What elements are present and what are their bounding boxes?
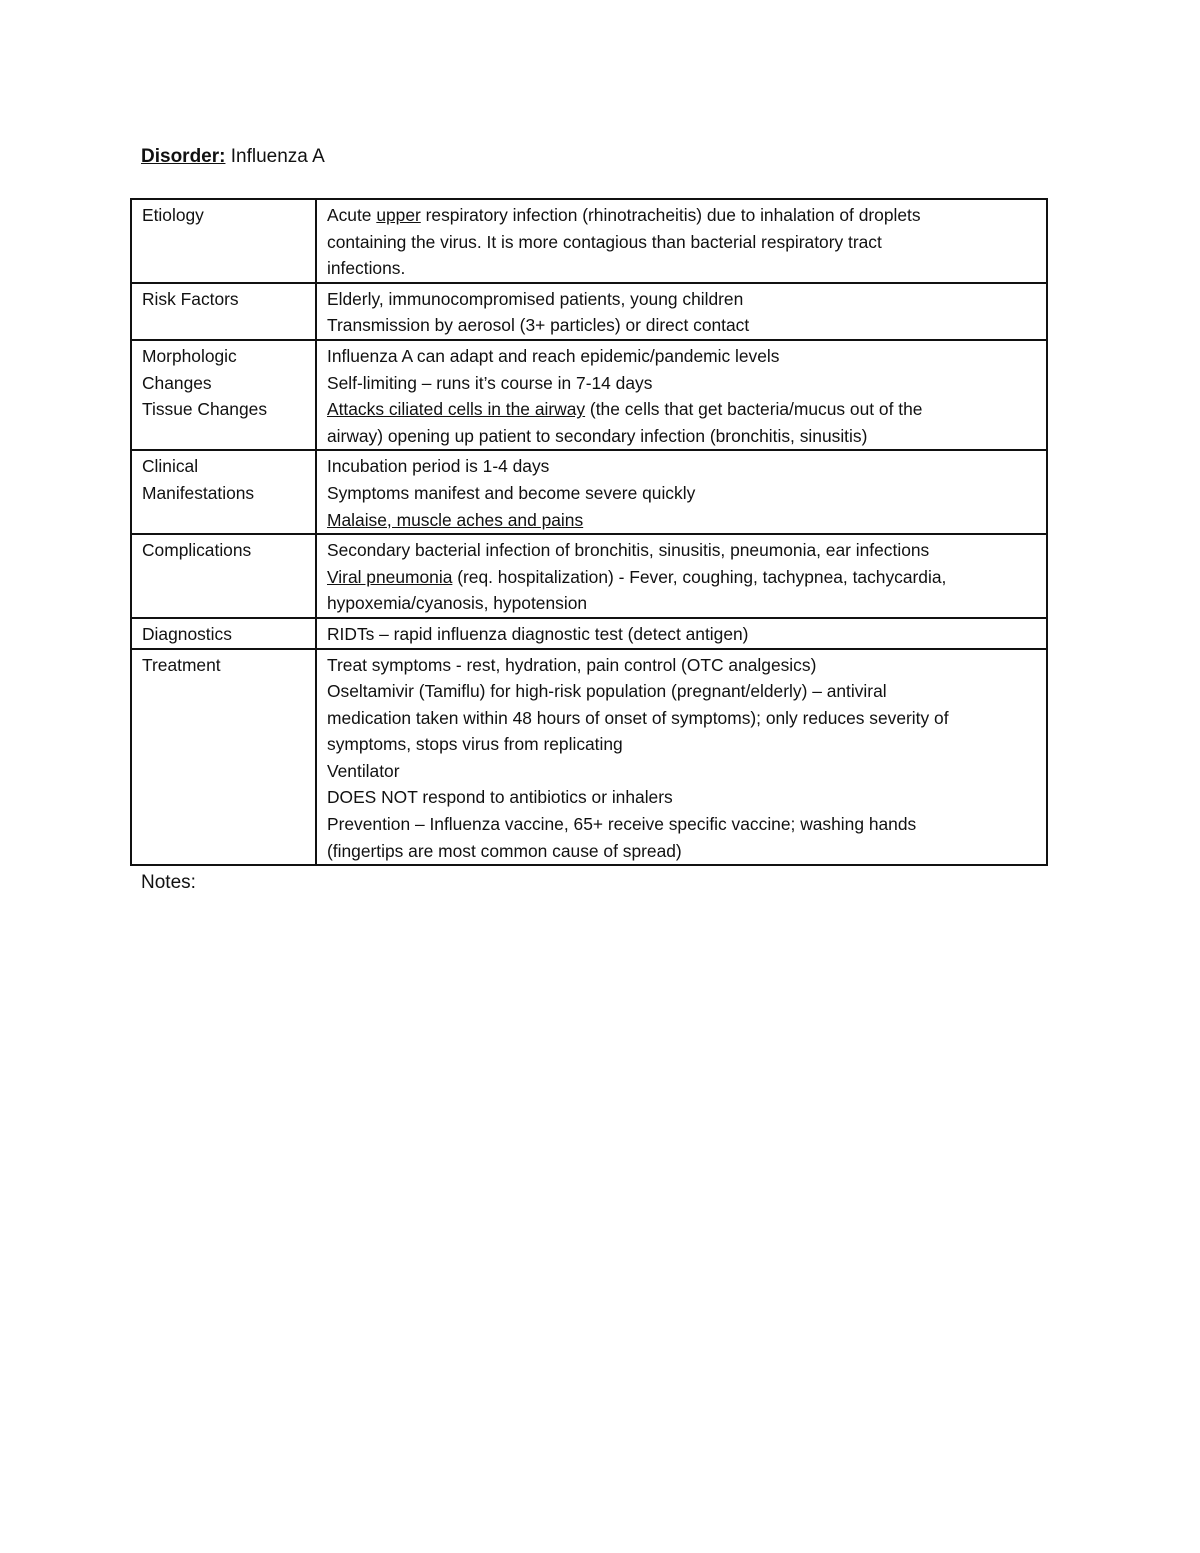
disorder-label: Disorder:	[141, 146, 226, 167]
category-cell	[131, 450, 316, 534]
underlined-text: Malaise, muscle aches and pains	[327, 509, 584, 530]
category-label: Manifestations	[142, 482, 255, 503]
description-text: symptoms, stops virus from replicating	[327, 734, 623, 755]
description-text: (req. hospitalization) - Fever, coughing, tachypnea, tachycardia,	[452, 566, 947, 587]
category-label: Treatment	[142, 654, 221, 675]
description-line	[327, 784, 1036, 811]
description-line	[327, 507, 1036, 534]
description-line	[327, 255, 1036, 282]
underlined-text: Attacks ciliated cells in the airway	[327, 399, 586, 420]
category-cell	[131, 199, 316, 283]
underlined-text: upper	[376, 205, 421, 225]
description-line	[327, 229, 1036, 256]
description-text: Influenza A can adapt and reach epidemic/pandemic levels	[327, 345, 780, 366]
category-label: Etiology	[142, 205, 204, 225]
description-cell	[316, 199, 1047, 283]
description-text: medication taken within 48 hours of onset of symptoms); only reduces severity of	[327, 707, 949, 728]
description-line	[327, 705, 1036, 732]
description-text: Incubation period is 1-4 days	[327, 456, 550, 477]
category-label: Complications	[142, 540, 252, 561]
disorder-heading	[141, 144, 325, 170]
description-text: (fingertips are most common cause of spread)	[327, 840, 682, 861]
description-line	[327, 396, 1036, 423]
category-label: Tissue Changes	[142, 399, 268, 420]
table-row	[131, 340, 1047, 450]
description-text: containing the virus. It is more contagious than bacterial respiratory tract	[327, 231, 882, 252]
description-line	[327, 652, 1036, 679]
description-line	[327, 286, 1036, 313]
category-label: Morphologic	[142, 345, 237, 366]
description-cell	[316, 534, 1047, 618]
description-cell	[316, 340, 1047, 450]
category-cell	[131, 340, 316, 450]
description-text: Acute	[327, 205, 377, 225]
description-text: Transmission by aerosol (3+ particles) or direct contact	[327, 315, 750, 336]
description-text: Self-limiting – runs it’s course in 7-14 days	[327, 372, 653, 393]
description-line	[327, 312, 1036, 339]
description-line	[327, 423, 1036, 450]
description-text: Secondary bacterial infection of bronchitis, sinusitis, pneumonia, ear infections	[327, 540, 930, 561]
description-text: respiratory infection (rhinotracheitis) due to inhalation of droplets	[420, 205, 921, 225]
category-cell	[131, 283, 316, 340]
table-row	[131, 199, 1047, 283]
description-line	[327, 480, 1036, 507]
description-text: Oseltamivir (Tamiflu) for high-risk population (pregnant/elderly) – antiviral	[327, 681, 887, 702]
table-row	[131, 450, 1047, 534]
description-cell	[316, 450, 1047, 534]
description-line	[327, 758, 1036, 785]
category-cell	[131, 618, 316, 649]
description-cell	[316, 618, 1047, 649]
underlined-text: Viral pneumonia	[327, 566, 453, 587]
description-line	[327, 731, 1036, 758]
description-line	[327, 453, 1036, 480]
disorder-table	[130, 198, 1048, 866]
table-row	[131, 618, 1047, 649]
description-text: airway) opening up patient to secondary infection (bronchitis, sinusitis)	[327, 425, 868, 446]
description-line	[327, 202, 1036, 229]
category-label: Risk Factors	[142, 288, 239, 309]
category-cell	[131, 534, 316, 618]
disorder-table-body	[131, 199, 1047, 865]
description-cell	[316, 649, 1047, 866]
description-text: hypoxemia/cyanosis, hypotension	[327, 593, 588, 614]
description-text: DOES NOT respond to antibiotics or inhalers	[327, 787, 673, 808]
description-line	[327, 811, 1036, 838]
description-line	[327, 537, 1036, 564]
description-line	[327, 370, 1036, 397]
description-text: (the cells that get bacteria/mucus out of the	[585, 399, 923, 420]
description-line	[327, 621, 1036, 648]
description-text: Elderly, immunocompromised patients, young children	[327, 288, 744, 309]
description-line	[327, 838, 1036, 865]
description-text: infections.	[327, 258, 406, 279]
category-label: Diagnostics	[142, 623, 232, 644]
disorder-value: Influenza A	[230, 146, 325, 167]
description-line	[327, 343, 1036, 370]
description-line	[327, 590, 1036, 617]
table-row	[131, 649, 1047, 866]
category-cell	[131, 649, 316, 866]
table-row	[131, 534, 1047, 618]
table-row	[131, 283, 1047, 340]
description-line	[327, 564, 1036, 591]
category-label: Changes	[142, 372, 212, 393]
description-line	[327, 678, 1036, 705]
description-text: Ventilator	[327, 760, 400, 781]
description-text: RIDTs – rapid influenza diagnostic test (detect antigen)	[327, 623, 749, 644]
description-text: Treat symptoms - rest, hydration, pain control (OTC analgesics)	[327, 654, 817, 675]
description-text: Prevention – Influenza vaccine, 65+ receive specific vaccine; washing hands	[327, 814, 917, 835]
description-cell	[316, 283, 1047, 340]
description-text: Symptoms manifest and become severe quickly	[327, 482, 696, 503]
notes-label: Notes:	[141, 872, 196, 893]
category-label: Clinical	[142, 456, 199, 477]
